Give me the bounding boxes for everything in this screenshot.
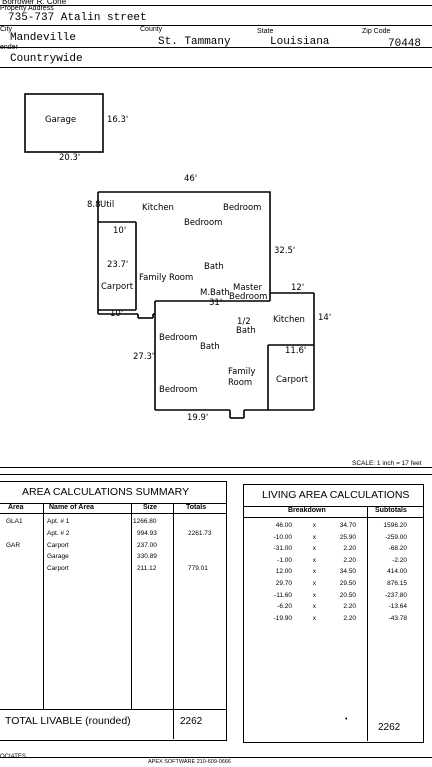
area-size: 330.89	[137, 553, 157, 560]
dim-14: 14'	[318, 313, 332, 323]
subtotal: 414.00	[387, 568, 407, 576]
footer-software: APEX SOFTWARE 210-609-0666	[148, 759, 231, 765]
zip-value: 70448	[388, 38, 422, 50]
col-breakdown: Breakdown	[288, 507, 326, 514]
breakdown-x: x	[312, 614, 316, 622]
area-code: GLA1	[6, 518, 23, 525]
area-summary-title: AREA CALCULATIONS SUMMARY	[22, 486, 190, 498]
kitchen-label-2: Kitchen	[273, 315, 305, 325]
col-size: Size	[143, 504, 158, 511]
dim-32-5: 32.5'	[274, 246, 296, 256]
half-bath-label-2: Bath	[236, 326, 256, 336]
zip-label: Zip Code	[362, 28, 391, 35]
area-size: 1266.80	[133, 518, 157, 525]
subtotal: -43.78	[388, 614, 407, 622]
dim-12: 12'	[291, 283, 305, 293]
area-size: 237.00	[137, 542, 157, 549]
bedroom-label-3: Bedroom	[159, 333, 198, 343]
breakdown-b: 34.70	[339, 522, 356, 529]
breakdown-a: -11.60	[274, 591, 292, 599]
col-totals: Totals	[186, 504, 207, 511]
dim-19-9: 19.9'	[187, 413, 209, 423]
lender-value: Countrywide	[10, 53, 83, 65]
bedroom-label-4: Bedroom	[159, 385, 198, 395]
city-value: Mandeville	[10, 32, 77, 44]
breakdown-x: x	[312, 545, 316, 553]
col-subtotals: Subtotals	[375, 507, 407, 514]
county-label: County	[140, 26, 163, 33]
breakdown-a: -1.00	[277, 556, 292, 564]
util-label: Util	[100, 200, 115, 210]
breakdown-x: x	[312, 591, 316, 599]
property-address: 735-737 Atalin street	[8, 12, 147, 24]
breakdown-a: -19.90	[273, 614, 292, 622]
dim-11-6: 11.6'	[285, 346, 307, 356]
subtotal: 876.15	[387, 580, 407, 587]
scale-note: SCALE: 1 inch = 17 feet	[352, 460, 422, 467]
subtotal: -259.00	[384, 533, 407, 541]
breakdown-b: 2.20	[343, 545, 356, 553]
breakdown-x: x	[312, 522, 316, 529]
bath-label-1: Bath	[204, 262, 224, 272]
footer-left: OCIATES	[0, 754, 26, 760]
dot-mark: •	[345, 716, 348, 723]
state-label: State	[257, 28, 274, 35]
breakdown-x: x	[312, 568, 316, 576]
carport-label-2: Carport	[276, 375, 309, 385]
living-area-title: LIVING AREA CALCULATIONS	[262, 489, 410, 501]
subtotal: -2.20	[392, 556, 407, 564]
top-dim: 46'	[184, 174, 198, 184]
master-bedroom-label-1: Master	[233, 283, 263, 293]
area-name: Apt. # 2	[47, 530, 70, 537]
subtotal: 1596.20	[383, 522, 407, 529]
area-size: 211.12	[137, 565, 157, 572]
garage-label: Garage	[45, 115, 77, 125]
family-room-label-2b: Room	[228, 378, 253, 388]
property-address-label: Property Address	[0, 5, 54, 12]
breakdown-a: 29.70	[275, 580, 292, 587]
county-value: St. Tammany	[158, 36, 231, 48]
area-size: 994.93	[137, 530, 157, 537]
breakdown-x: x	[312, 580, 316, 587]
state-value: Louisiana	[270, 36, 330, 48]
area-name: Garage	[47, 553, 69, 560]
master-bedroom-label-2: Bedroom	[229, 292, 268, 302]
breakdown-a: -6.20	[277, 603, 292, 611]
area-total: 2261.73	[188, 530, 212, 537]
subtotal: -68.20	[388, 545, 407, 553]
area-name: Carport	[47, 542, 69, 549]
dim-10-upper: 10'	[113, 226, 127, 236]
living-total-value: 2262	[378, 722, 401, 733]
garage-side-dim: 16.3'	[107, 115, 129, 125]
dim-23-7: 23.7'	[107, 260, 129, 270]
breakdown-x: x	[312, 533, 316, 541]
total-livable-value: 2262	[180, 716, 203, 727]
breakdown-a: -10.00	[273, 533, 292, 541]
half-bath-label-1: 1/2	[237, 317, 251, 327]
lender-label: ender	[0, 44, 18, 51]
area-name: Apt. # 1	[47, 518, 70, 525]
col-area: Area	[8, 504, 24, 511]
dim-10-lower: 10'	[110, 309, 124, 319]
city-label: City	[0, 26, 13, 33]
area-name: Carport	[47, 565, 69, 572]
subtotal: -13.64	[388, 603, 407, 611]
dim-31: 31'	[209, 298, 223, 308]
family-room-label-2a: Family	[228, 367, 256, 377]
subtotal: -237.80	[384, 591, 407, 599]
total-livable-label: TOTAL LIVABLE (rounded)	[5, 715, 131, 727]
mbath-label: M.Bath	[200, 288, 230, 298]
breakdown-a: 46.00	[275, 522, 292, 529]
borrower-partial: Borrower R. Cohe	[2, 0, 67, 6]
kitchen-label: Kitchen	[142, 203, 174, 213]
breakdown-b: 2.20	[343, 603, 356, 611]
area-code: GAR	[6, 542, 21, 549]
col-name: Name of Area	[49, 504, 94, 511]
breakdown-b: 29.50	[339, 580, 356, 587]
util-dim: 8.8	[87, 200, 101, 210]
breakdown-b: 34.50	[339, 568, 356, 576]
breakdown-a: 12.00	[275, 568, 292, 576]
breakdown-b: 2.20	[343, 556, 356, 564]
bedroom-label-2: Bedroom	[184, 218, 223, 228]
dim-27-3: 27.3'	[133, 352, 155, 362]
breakdown-a: -31.00	[273, 545, 292, 553]
breakdown-x: x	[312, 603, 316, 611]
bedroom-label-1: Bedroom	[223, 203, 262, 213]
breakdown-b: 2.20	[343, 614, 356, 622]
area-total: 779.01	[188, 565, 208, 572]
breakdown-x: x	[312, 556, 316, 564]
breakdown-b: 25.90	[339, 533, 356, 541]
breakdown-b: 20.50	[339, 591, 356, 599]
carport-label-1: Carport	[101, 282, 134, 292]
garage-bottom-dim: 20.3'	[59, 153, 81, 163]
family-room-label: Family Room	[139, 273, 194, 283]
bath-label-2: Bath	[200, 342, 220, 352]
